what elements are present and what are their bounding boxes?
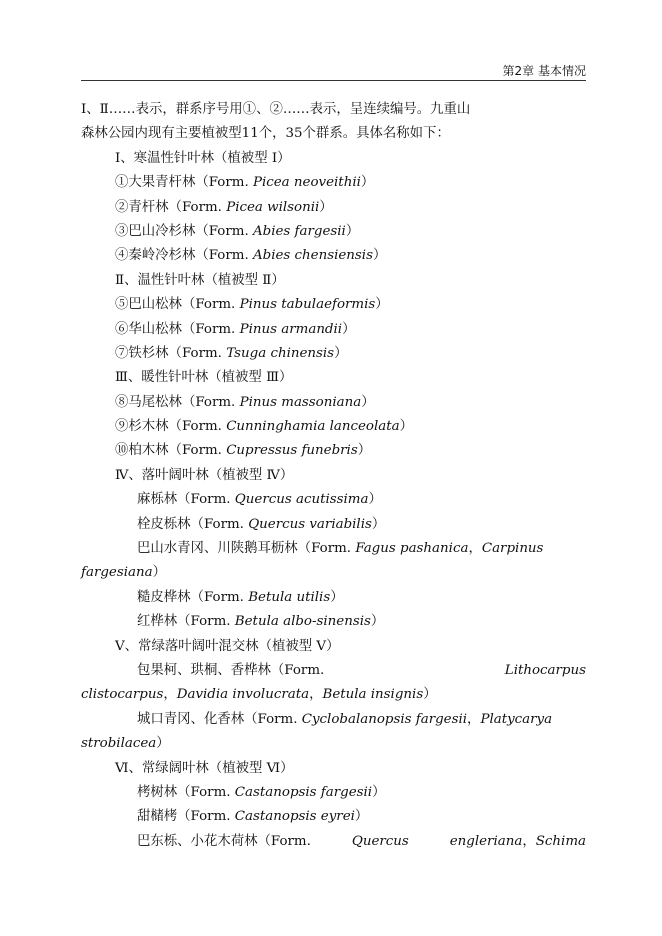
page-header <box>81 62 586 81</box>
formation-name: 麻栎林（Form. <box>137 492 235 508</box>
closing-paren: ） <box>371 516 386 532</box>
latin-name: clistocarpus <box>81 687 164 703</box>
formation-item-continued <box>81 683 586 707</box>
formation-item <box>81 513 586 537</box>
latin-name: Betula insignis <box>322 687 424 703</box>
closing-paren: ） <box>342 321 356 337</box>
separator: ， <box>309 687 323 703</box>
latin-name: Cupressus funebris <box>226 443 358 459</box>
formation-name: ⑩柏木林（Form. <box>115 443 227 459</box>
formation-name: 城口青冈、化香林（Form. <box>137 711 302 727</box>
formation-item <box>81 781 586 805</box>
formation-name: ⑦铁杉林（Form. <box>115 345 227 361</box>
closing-paren: ） <box>330 589 344 605</box>
latin-name: Abies chensiensis <box>252 248 373 264</box>
closing-paren: ） <box>156 736 170 752</box>
latin-name: strobilacea <box>81 736 157 752</box>
formation-item-continued <box>81 561 586 585</box>
latin-name: Quercus acutissima <box>234 492 369 508</box>
closing-paren: ） <box>360 175 375 191</box>
latin-name: Castanopsis eyrei <box>234 809 355 825</box>
formation-item <box>81 439 586 463</box>
vegetation-type-heading: Ⅳ、落叶阔叶林（植被型 Ⅳ） <box>115 467 294 483</box>
document-body <box>81 98 586 854</box>
closing-paren: ） <box>354 809 369 825</box>
closing-paren: ） <box>370 614 385 630</box>
formation-item <box>81 659 586 683</box>
formation-name: 巴东栎、小花木荷林（Form. <box>137 833 311 849</box>
latin-name: Pinus armandii <box>239 321 343 337</box>
latin-name: Quercus variabilis <box>248 516 372 532</box>
latin-name: Cunninghamia lanceolata <box>226 419 400 435</box>
latin-name: Picea neoveithii <box>252 175 361 191</box>
latin-name: Picea wilsonii <box>226 199 320 215</box>
formation-name: ⑨杉木林（Form. <box>115 419 227 435</box>
closing-paren: ） <box>345 223 360 239</box>
formation-item <box>81 244 586 268</box>
closing-paren: ） <box>368 492 382 508</box>
formation-item <box>81 220 586 244</box>
formation-name: 红桦林（Form. <box>137 614 235 630</box>
closing-paren: ） <box>372 248 387 264</box>
chapter-title: 第2章 基本情况 <box>502 64 586 78</box>
latin-name: Abies fargesii <box>252 223 346 239</box>
latin-name: Betula utilis <box>248 589 331 605</box>
latin-name: Platycarya <box>480 711 553 727</box>
formation-item <box>81 415 586 439</box>
latin-name: Cyclobalanopsis fargesii <box>301 711 468 727</box>
closing-paren: ） <box>319 199 333 215</box>
separator: ， <box>468 541 482 557</box>
latin-name: Schima <box>535 833 586 849</box>
formation-item-continued <box>81 732 586 756</box>
formation-name: ⑥华山松林（Form. <box>115 321 240 337</box>
closing-paren: ） <box>361 394 375 410</box>
formation-item <box>81 342 586 366</box>
formation-name: ①大果青杆林（Form. <box>115 175 253 191</box>
formation-item <box>81 586 586 610</box>
formation-name: 包果柯、珙桐、香桦林（Form. <box>137 662 325 678</box>
closing-paren: ） <box>399 419 414 435</box>
formation-name: ②青杆林（Form. <box>115 199 227 215</box>
formation-name: 甜槠栲（Form. <box>137 809 235 825</box>
formation-item <box>81 391 586 415</box>
separator: ， <box>467 711 481 727</box>
latin-name: Betula albo-sinensis <box>234 614 371 630</box>
formation-item <box>81 708 586 732</box>
latin-name: Carpinus <box>481 541 544 557</box>
separator: ， <box>163 687 177 703</box>
vegetation-list <box>81 147 586 854</box>
closing-paren: ） <box>152 565 166 581</box>
latin-name: Castanopsis fargesii <box>234 784 373 800</box>
latin-group <box>450 830 586 854</box>
vegetation-type-heading: Ⅰ、寒温性针叶林（植被型 Ⅰ） <box>115 150 291 166</box>
formation-name: ④秦岭冷杉林（Form. <box>115 248 253 264</box>
formation-item <box>81 805 586 829</box>
vegetation-type-heading: Ⅲ、暖性针叶林（植被型 Ⅲ） <box>115 370 293 386</box>
formation-item <box>81 196 586 220</box>
formation-name: ③巴山冷杉林（Form. <box>115 223 253 239</box>
latin-name: Pinus tabulaeformis <box>239 297 376 313</box>
formation-item <box>81 610 586 634</box>
closing-paren: ） <box>375 297 389 313</box>
formation-name: ⑧马尾松林（Form. <box>115 394 240 410</box>
latin-name: Fagus pashanica <box>355 541 469 557</box>
formation-name: ⑤巴山松林（Form. <box>115 297 240 313</box>
latin-name: Lithocarpus <box>504 662 586 678</box>
latin-name: Pinus massoniana <box>239 394 362 410</box>
separator: ） <box>423 687 437 703</box>
vegetation-type-heading: Ⅱ、温性针叶林（植被型 Ⅱ） <box>115 272 285 288</box>
formation-name: 巴山水青冈、川陕鹅耳枥林（Form. <box>137 541 356 557</box>
formation-item <box>81 830 586 854</box>
vegetation-type-heading: Ⅵ、常绿阔叶林（植被型 Ⅵ） <box>115 760 294 776</box>
separator: ， <box>522 833 536 849</box>
intro-line-2: 森林公园内现有主要植被型11个，35个群系。具体名称如下： <box>81 126 450 142</box>
closing-paren: ） <box>334 345 348 361</box>
latin-name: engleriana <box>449 833 523 849</box>
formation-item <box>81 318 586 342</box>
latin-name: Quercus <box>351 833 409 849</box>
closing-paren: ） <box>357 443 372 459</box>
formation-item <box>81 293 586 317</box>
formation-item <box>81 537 586 561</box>
latin-name: Davidia involucrata <box>176 687 310 703</box>
formation-item <box>81 171 586 195</box>
latin-name: Tsuga chinensis <box>226 345 335 361</box>
intro-line-1: Ⅰ、Ⅱ……表示，群系序号用①、②……表示，呈连续编号。九重山 <box>81 102 471 117</box>
formation-name: 栓皮栎林（Form. <box>137 516 249 532</box>
vegetation-type-heading: Ⅴ、常绿落叶阔叶混交林（植被型 Ⅴ） <box>115 638 340 654</box>
formation-name: 栲树林（Form. <box>137 784 235 800</box>
formation-item <box>81 488 586 512</box>
latin-name: fargesiana <box>81 565 153 581</box>
formation-name: 糙皮桦林（Form. <box>137 589 249 605</box>
closing-paren: ） <box>372 784 386 800</box>
